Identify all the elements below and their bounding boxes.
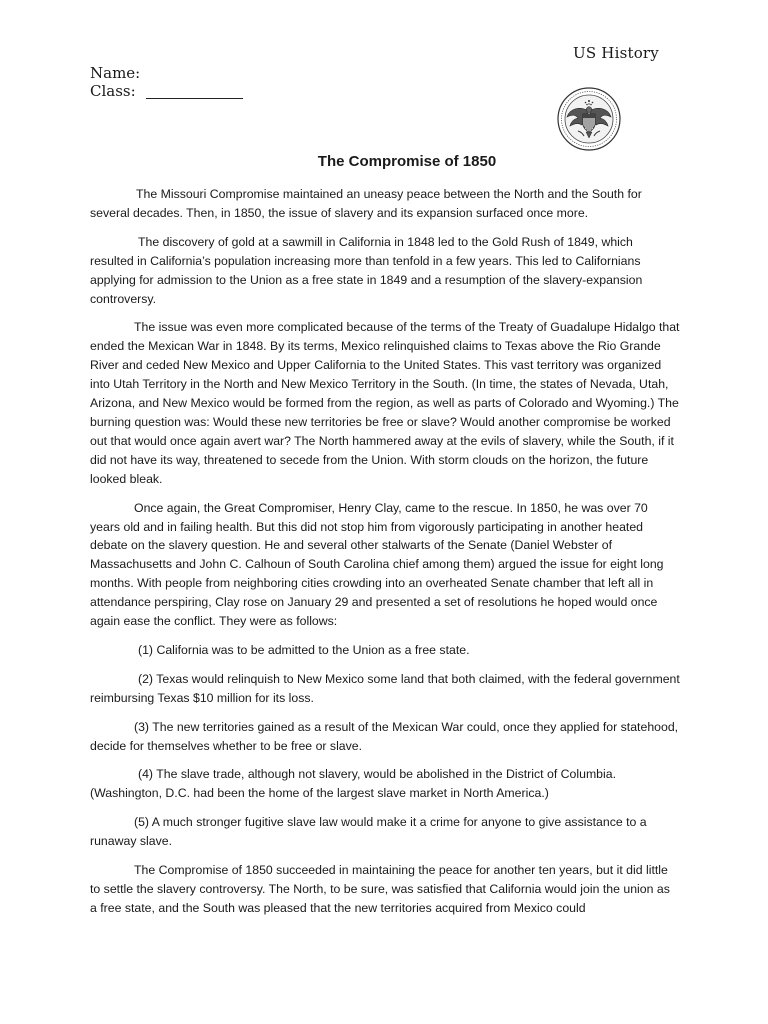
class-label: Class: [90,82,136,100]
resolution-1: (1) California was to be admitted to the Union as a free state. [138,642,470,657]
paragraph-conclusion: The Compromise of 1850 succeeded in maintaining the peace for another ten years, but it did little to settle the slavery controversy. The North, to be sure, was satisfied that California would join the union as a free state, and the South was pleased that the new territories acquired from Mexico could [90,863,670,915]
paragraph-intro: The Missouri Compromise maintained an uneasy peace between the North and the South for several decades. Then, in 1850, the issue of slavery and its expansion surfaced once more. [90,187,642,220]
student-info-block [90,64,243,100]
resolution-5: (5) A much stronger fugitive slave law would make it a crime for anyone to give assistance to a runaway slave. [90,815,647,849]
resolution-3: (3) The new territories gained as a result of the Mexican War could, once they applied for statehood, decide for themselves whether to be free or slave. [90,719,679,753]
document-body [90,185,680,928]
resolution-2: (2) Texas would relinquish to New Mexico some land that both claimed, with the federal government reimbursing Texas $10 million for its loss. [90,671,680,705]
class-row [90,82,243,100]
great-seal-icon [556,84,622,154]
paragraph-gold-rush: The discovery of gold at a sawmill in California in 1848 led to the Gold Rush of 1849, which resulted in California’s population increasing more than tenfold in a few years. This led to Californians applying for admission to the Union as a free state in 1849 and a resumption of the slavery-expansion controversy. [90,234,643,306]
resolution-4: (4) The slave trade, although not slavery, would be abolished in the District of Columbia. (Washington, D.C. had been the home of the largest slave market in North America.) [90,767,617,801]
paragraph-henry-clay: Once again, the Great Compromiser, Henry Clay, came to the rescue. In 1850, he was over 70 years old and in failing health. But this did not stop him from vigorously participating in another heated debate on the slavery question. He and several other stalwarts of the Senate (Daniel Webster of Massachusetts and John C. Calhoun of South Carolina chief among them) argued the issue for eight long months. With people from neighboring cities crowding into an overheated Senate chamber that left all in attendance perspiring, Clay rose on January 29 and presented a set of resolutions he hoped would once again ease the conflict. They were as follows: [90,500,664,629]
document-title: The Compromise of 1850 [317,153,497,170]
paragraph-treaty: The issue was even more complicated because of the terms of the Treaty of Guadalupe Hidalgo that ended the Mexican War in 1848. By its terms, Mexico relinquished claims to Texas above the Rio Grande River and ceded New Mexico and Upper California to the United States. This vast territory was organized into Utah Territory in the North and New Mexico Territory in the South. (In time, the states of Nevada, Utah, Arizona, and New Mexico would be formed from the region, as well as parts of Colorado and Wyoming.) The burning question was: Would these new territories be free or slave? Would another compromise be worked out that would once again avert war? The North hammered away at the evils of slavery, while the South, if it did not have its way, threatened to secede from the Union. With storm clouds on the horizon, the future looked bleak. [90,320,680,486]
name-label: Name: [90,64,141,82]
subject-label: US History [573,44,659,62]
class-blank-line [146,84,243,99]
name-row [90,64,243,82]
